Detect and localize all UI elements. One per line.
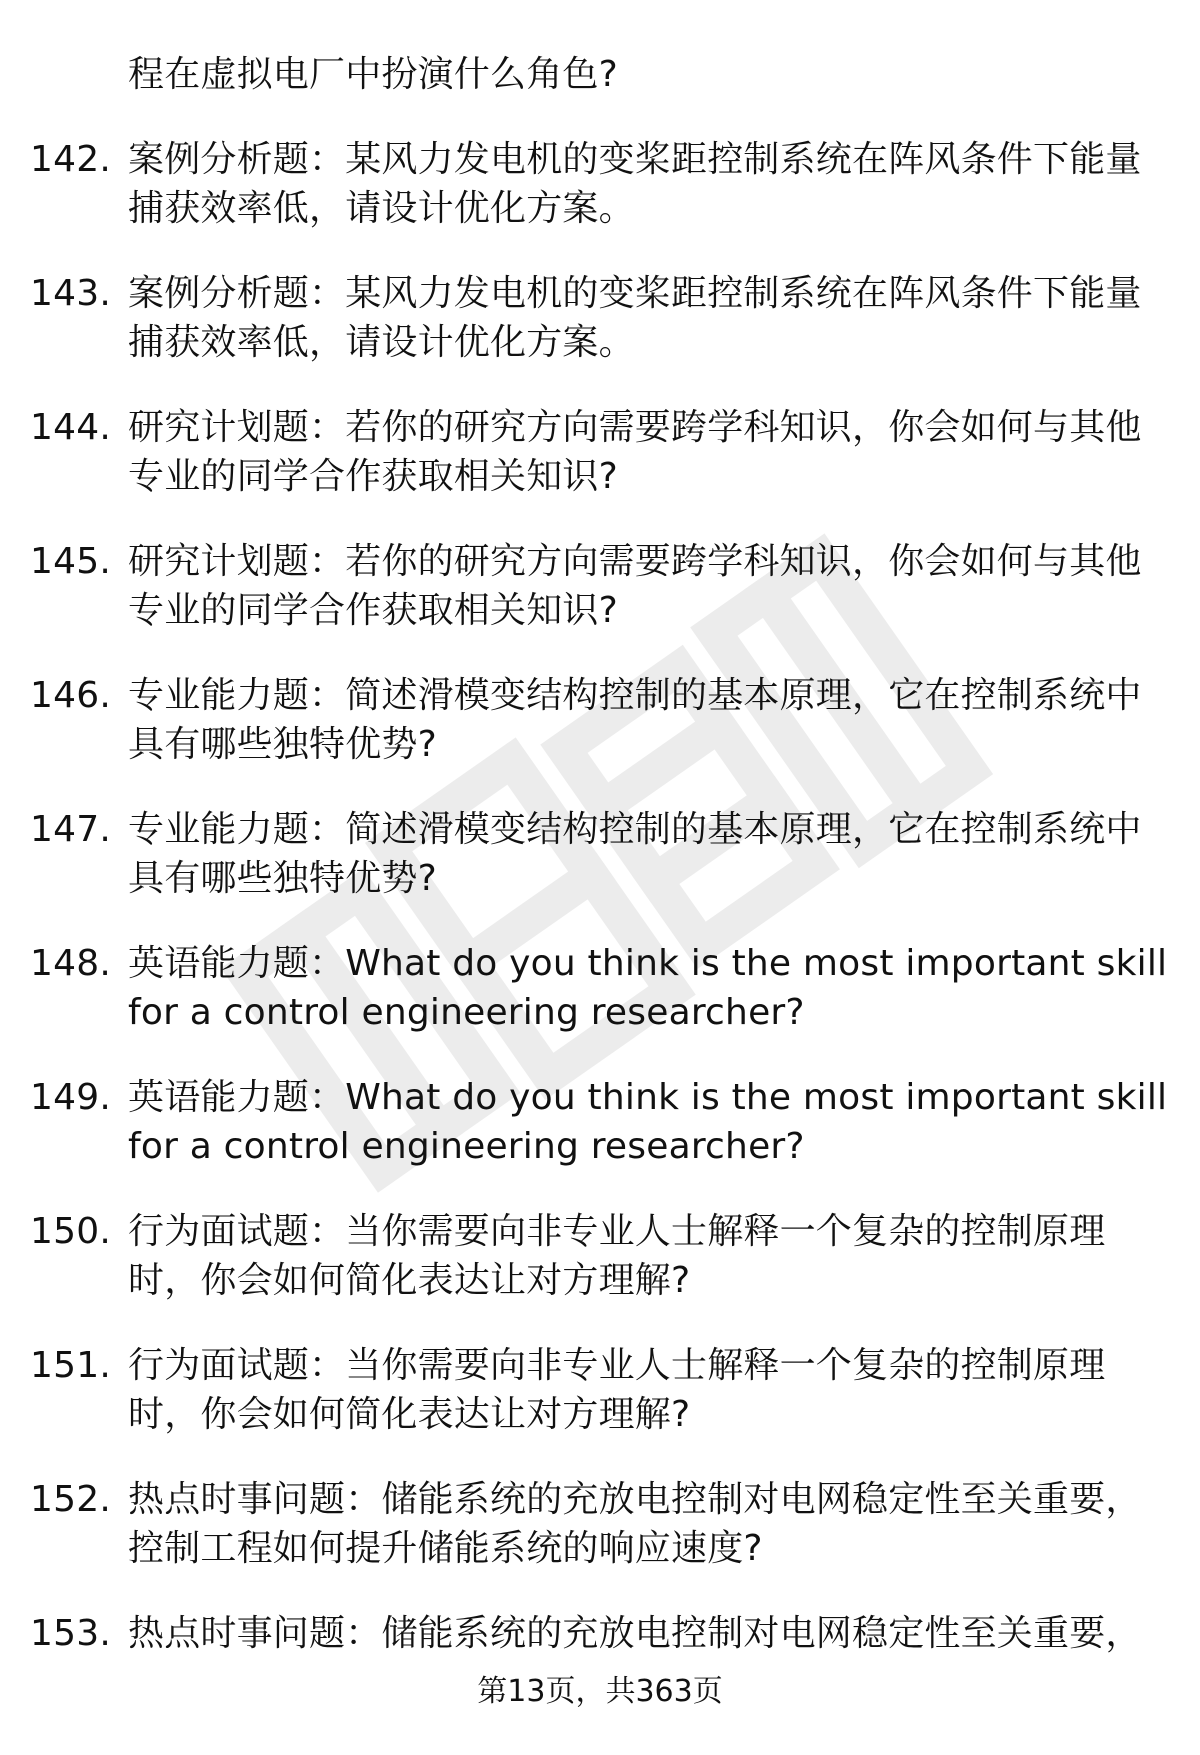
page-number-footer: 第13页，共363页 [477,1674,723,1709]
question-text: 专业能力题：简述滑模变结构控制的基本原理，它在控制系统中具有哪些独特优势? [128,809,1142,899]
list-item [30,403,1170,501]
question-number: 143. [30,273,111,314]
question-text: 英语能力题：What do you think is the most important skill for a control engineering researcher? [128,1077,1168,1167]
list-item [30,1341,1170,1439]
question-number: 153. [30,1613,111,1654]
question-text: 程在虚拟电厂中扮演什么角色? [128,54,618,95]
question-number: 152. [30,1479,111,1520]
list-item [30,671,1170,769]
question-text: 案例分析题：某风力发电机的变桨距控制系统在阵风条件下能量捕获效率低，请设计优化方案。 [128,273,1142,363]
question-number: 151. [30,1345,111,1386]
question-text: 行为面试题：当你需要向非专业人士解释一个复杂的控制原理时，你会如何简化表达让对方理解? [128,1345,1106,1435]
question-text: 热点时事问题：储能系统的充放电控制对电网稳定性至关重要， [128,1613,1142,1654]
question-number: 148. [30,943,111,984]
question-list [30,50,1170,1694]
list-item [30,805,1170,903]
list-item [30,135,1170,233]
question-text: 英语能力题：What do you think is the most important skill for a control engineering researcher? [128,943,1168,1033]
question-text: 案例分析题：某风力发电机的变桨距控制系统在阵风条件下能量捕获效率低，请设计优化方案。 [128,139,1142,229]
question-number: 147. [30,809,111,850]
question-text: 热点时事问题：储能系统的充放电控制对电网稳定性至关重要，控制工程如何提升储能系统的响应速度? [128,1479,1142,1569]
question-number: 149. [30,1077,111,1118]
list-item-continuation [30,50,1170,99]
list-item [30,1073,1170,1171]
list-item [30,1207,1170,1305]
question-number: 146. [30,675,111,716]
list-item [30,1475,1170,1573]
list-item [30,939,1170,1037]
question-text: 专业能力题：简述滑模变结构控制的基本原理，它在控制系统中具有哪些独特优势? [128,675,1142,765]
question-text: 研究计划题：若你的研究方向需要跨学科知识，你会如何与其他专业的同学合作获取相关知识? [128,541,1142,631]
list-item [30,537,1170,635]
question-number: 145. [30,541,111,582]
question-text: 行为面试题：当你需要向非专业人士解释一个复杂的控制原理时，你会如何简化表达让对方理解? [128,1211,1106,1301]
question-number: 144. [30,407,111,448]
question-text: 研究计划题：若你的研究方向需要跨学科知识，你会如何与其他专业的同学合作获取相关知识? [128,407,1142,497]
question-number: 150. [30,1211,111,1252]
list-item [30,1609,1170,1658]
question-number: 142. [30,139,111,180]
list-item [30,269,1170,367]
